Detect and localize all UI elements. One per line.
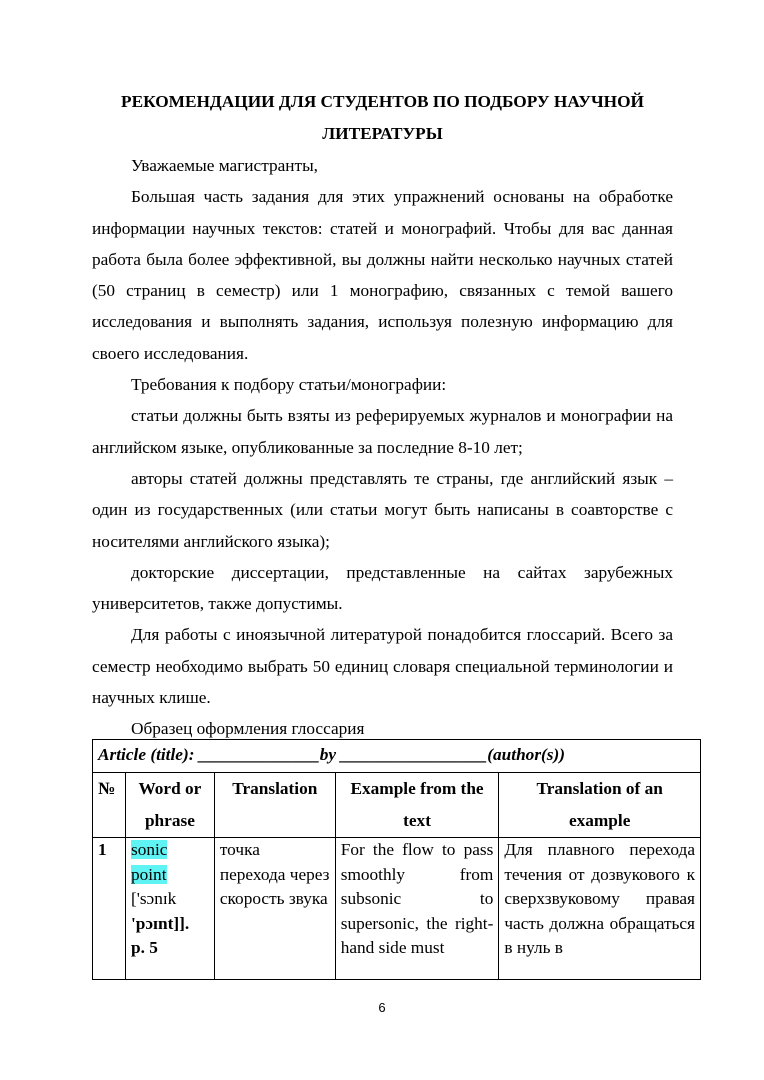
document-body [92, 86, 673, 745]
column-example: Example from the text [335, 773, 499, 838]
glossary-table [92, 739, 701, 980]
paragraph-requirement-1: статьи должны быть взяты из реферируемых журналов и монографии на английском языке, опубликованные за последние 8-10 лет; [92, 406, 673, 457]
word-highlight-2: point [130, 864, 167, 884]
glossary-header-row [93, 740, 701, 773]
row-word [125, 838, 214, 980]
column-example-translation: Translation of an example [499, 773, 701, 838]
paragraph-glossary: Для работы с иноязычной литературой понадобится глоссарий. Всего за семестр необходимо выбрать 50 единиц словаря специальной терминологии и научных клише. [92, 625, 673, 708]
row-translation: точка перехода через скорость звука [214, 838, 335, 980]
page-number: 6 [378, 1000, 386, 1015]
column-word: Word or phrase [125, 773, 214, 838]
row-example-translation: Для плавного перехода течения от дозвукового к сверхзвуковому правая часть должна обращаться в нуль в [499, 838, 701, 980]
table-row [93, 838, 701, 980]
page-title-line-2: ЛИТЕРАТУРЫ [322, 124, 443, 143]
greeting: Уважаемые магистранты, [131, 156, 319, 175]
paragraph-requirements-heading: Требования к подбору статьи/монографии: [131, 375, 447, 395]
page-title-line-1: РЕКОМЕНДАЦИИ ДЛЯ СТУДЕНТОВ ПО ПОДБОРУ НАУЧНОЙ [121, 92, 644, 111]
paragraph-intro: Большая часть задания для этих упражнений основаны на обработке информации научных текстов: статей и монографий. Чтобы для вас данная работа была более эффективной, вы должны найти несколько научных статей (50 страниц в семестр) или 1 монографию, связанных с темой вашего исследования и выполнять задания, используя полезную информацию для своего исследования. [92, 187, 673, 363]
article-header: Article (title): ______________by _________________(author(s)) [93, 740, 701, 773]
glossary-column-row [93, 773, 701, 838]
paragraph-requirement-3: докторские диссертации, представленные на сайтах зарубежных университетов, также допустимы. [92, 562, 673, 614]
paragraph-glossary-sample: Образец оформления глоссария [131, 719, 365, 739]
page-reference: p. 5 [130, 938, 158, 958]
paragraph-requirement-2: авторы статей должны представлять те страны, где английский язык – один из государственных (или статьи могут быть написаны в соавторстве с носителями английского языка); [92, 468, 673, 551]
row-example: For the flow to pass smoothly from subsonic to supersonic, the right-hand side must [335, 838, 499, 980]
word-highlight-1: sonic [130, 840, 168, 859]
transcription-2: 'pɔɪnt]]. [130, 913, 190, 933]
column-translation: Translation [214, 773, 335, 838]
transcription-1: ['sɔnɪk [130, 889, 177, 909]
row-number: 1 [93, 838, 126, 980]
column-number: № [93, 773, 126, 838]
